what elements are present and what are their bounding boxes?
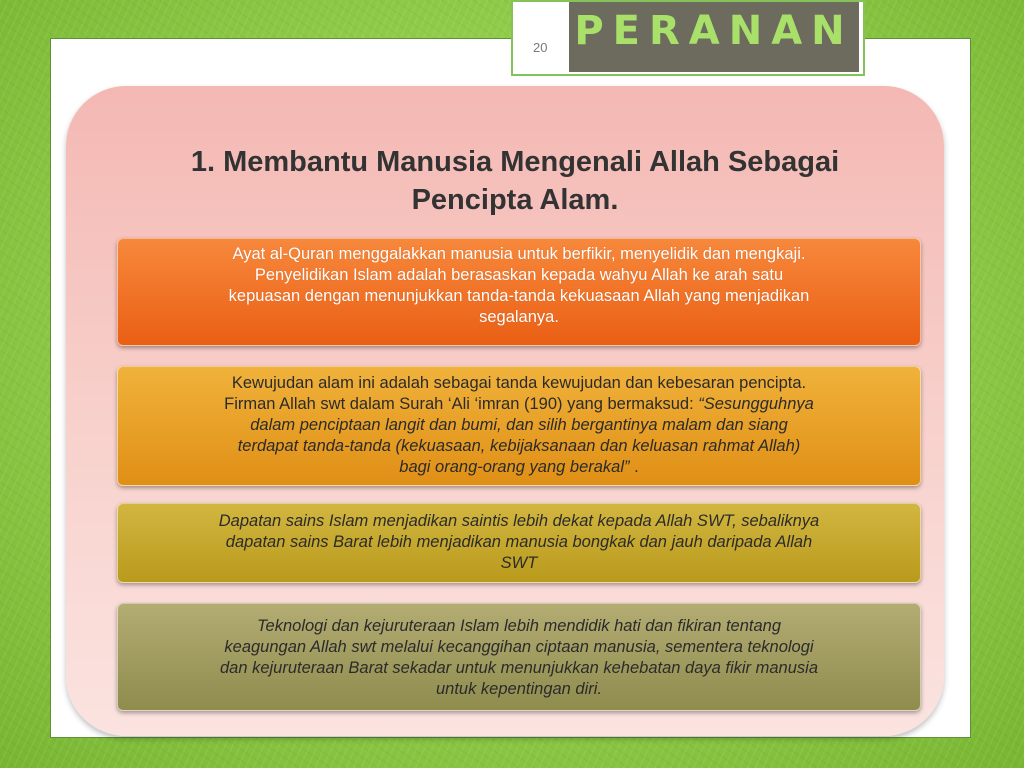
point-box-kewujudan (117, 366, 921, 486)
box4-line: dan kejuruteraan Barat sekadar untuk menunjukkan kehebatan daya fikir manusia (219, 659, 819, 677)
box1-line: Penyelidikan Islam adalah berasaskan kepada wahyu Allah ke arah satu (254, 266, 784, 284)
slide-number: 20 (533, 40, 548, 55)
box2-line: dalam penciptaan langit dan bumi, dan silih bergantinya malam dan siang (250, 416, 788, 434)
box2-line: terdapat tanda-tanda (kekuasaan, kebijaksanaan dan keluasan rahmat Allah) (237, 437, 801, 455)
box1-line: segalanya. (479, 308, 559, 326)
heading-line-1: 1. Membantu Manusia Mengenali Allah Sebagai (190, 146, 840, 178)
box1-line: kepuasan dengan menunjukkan tanda-tanda kekuasaan Allah yang menjadikan (228, 287, 810, 305)
box1-line: Ayat al-Quran menggalakkan manusia untuk berfikir, menyelidik dan mengkaji. (232, 245, 806, 263)
point-box-dapatan-sains (117, 503, 921, 583)
box4-line: Teknologi dan kejuruteraan Islam lebih mendidik hati dan fikiran tentang (256, 617, 782, 635)
box2-line (124, 394, 914, 415)
box3-line: Dapatan sains Islam menjadikan saintis lebih dekat kepada Allah SWT, sebaliknya (218, 512, 820, 530)
point-box-teknologi (117, 603, 921, 711)
box4-line: untuk kepentingan diri. (435, 680, 603, 698)
heading-line-2: Pencipta Alam. (411, 184, 619, 216)
section-heading (100, 143, 930, 219)
box2-line5-normal: . (629, 458, 639, 476)
title-box (511, 0, 865, 76)
box4-line: keagungan Allah swt melalui kecanggihan ciptaan manusia, sementera teknologi (224, 638, 814, 656)
box2-line2-italic: “Sesungguhnya (698, 395, 814, 413)
point-box-quran (117, 238, 921, 346)
box2-line (124, 457, 914, 478)
slide-title: PERANAN (574, 8, 854, 54)
box3-line: SWT (500, 554, 538, 572)
title-bar (569, 2, 859, 72)
box2-line2-normal: Firman Allah swt dalam Surah ‘Ali ‘imran (190) yang bermaksud: (224, 395, 699, 413)
box2-line: Kewujudan alam ini adalah sebagai tanda kewujudan dan kebesaran pencipta. (231, 374, 807, 392)
box3-line: dapatan sains Barat lebih menjadikan manusia bongkak dan jauh daripada Allah (225, 533, 813, 551)
box2-line5-italic: bagi orang-orang yang berakal” (399, 458, 630, 476)
